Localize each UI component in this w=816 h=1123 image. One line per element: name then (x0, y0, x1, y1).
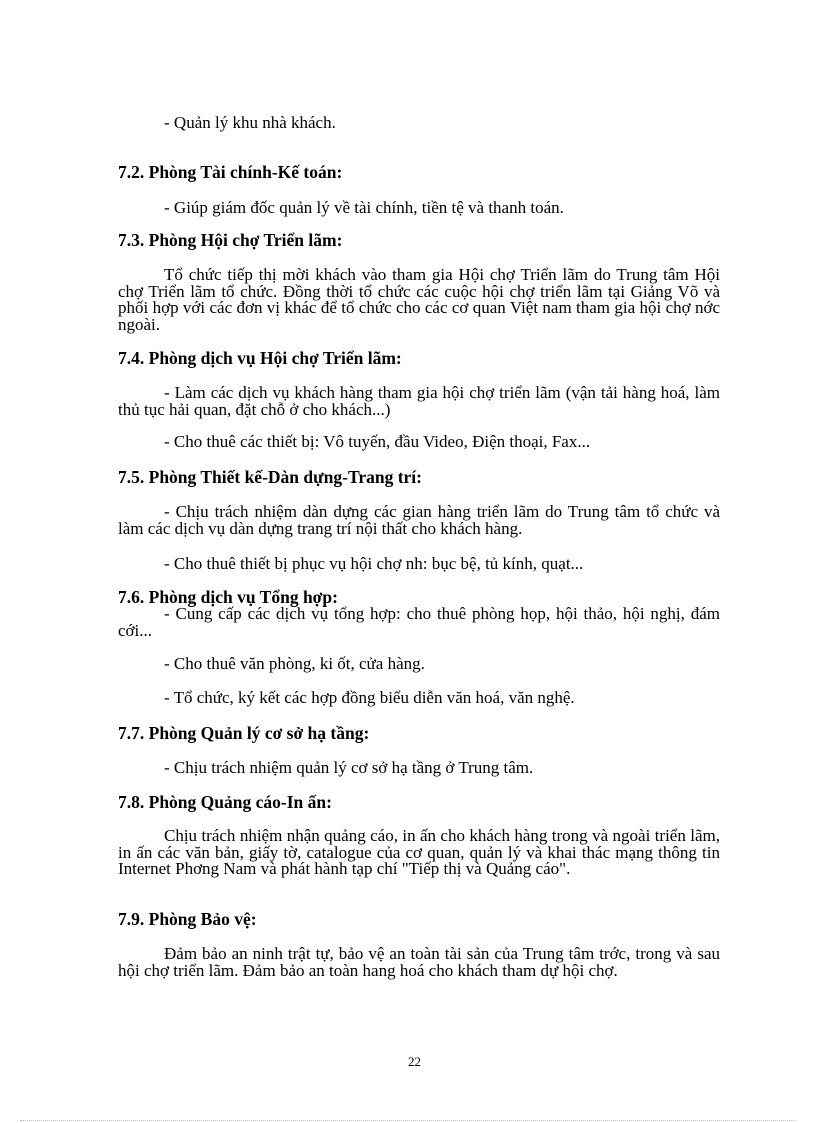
section-heading: 7.6. Phòng dịch vụ Tổng hợp: (118, 587, 338, 607)
paragraph: - Tổ chức, ký kết các hợp đồng biểu diễn văn hoá, văn nghệ. (164, 688, 575, 707)
page-border (20, 1120, 796, 1121)
paragraph: Đảm bảo an ninh trật tự, bảo vệ an toàn tài sản của Trung tâm trớc, trong và sau hội chợ triển lãm. Đảm bảo an toàn hang hoá cho khách tham dự hội chợ. (118, 944, 720, 980)
paragraph: - Cho thuê văn phòng, ki ốt, cửa hàng. (164, 654, 425, 673)
paragraph: Chịu trách nhiệm nhận quảng cáo, in ấn cho khách hàng trong và ngoài triển lãm, in ấn các văn bản, giấy tờ, catalogue của cơ quan, quản lý và khai thác mạng thông tin Internet Phơng Nam và phát hành tạp chí "Tiếp thị và Quảng cáo". (118, 826, 720, 879)
paragraph: - Giúp giám đốc quản lý về tài chính, tiền tệ và thanh toán. (164, 198, 564, 217)
section-heading: 7.9. Phòng Bảo vệ: (118, 909, 257, 929)
section-heading: 7.5. Phòng Thiết kế-Dàn dựng-Trang trí: (118, 467, 422, 487)
page-number: 22 (408, 1054, 421, 1069)
section-heading: 7.8. Phòng Quảng cáo-In ấn: (118, 792, 332, 812)
section-heading: 7.7. Phòng Quản lý cơ sở hạ tầng: (118, 723, 370, 743)
list-item: - Quản lý khu nhà khách. (164, 113, 336, 132)
paragraph: - Cho thuê các thiết bị: Vô tuyến, đầu Video, Điện thoại, Fax... (164, 432, 591, 451)
paragraph: - Chịu trách nhiệm dàn dựng các gian hàng triển lãm do Trung tâm tổ chức và làm các dịch vụ dàn dựng trang trí nội thất cho khách hàng. (118, 502, 720, 538)
paragraph: - Chịu trách nhiệm quản lý cơ sở hạ tầng ở Trung tâm. (164, 758, 534, 777)
section-heading: 7.3. Phòng Hội chợ Triển lãm: (118, 230, 343, 250)
paragraph: - Cung cấp các dịch vụ tổng hợp: cho thuê phòng họp, hội thảo, hội nghị, đám cới... (118, 604, 720, 640)
paragraph: - Làm các dịch vụ khách hàng tham gia hội chợ triển lãm (vận tải hàng hoá, làm thủ tục hải quan, đặt chỗ ở cho khách...) (118, 383, 720, 419)
paragraph: Tổ chức tiếp thị mời khách vào tham gia Hội chợ Triển lãm do Trung tâm Hội chợ Triển lãm tổ chức. Đồng thời tổ chức các cuộc hội chợ triển lãm tại Giảng Võ và phối hợp với các đơn vị khác để tổ chức cho các cơ quan Việt nam tham gia hội chợ nớc ngoài. (118, 265, 720, 334)
paragraph: - Cho thuê thiết bị phục vụ hội chợ nh: bục bệ, tủ kính, quạt... (164, 554, 584, 573)
section-heading: 7.2. Phòng Tài chính-Kế toán: (118, 162, 343, 182)
section-heading: 7.4. Phòng dịch vụ Hội chợ Triển lãm: (118, 348, 402, 368)
